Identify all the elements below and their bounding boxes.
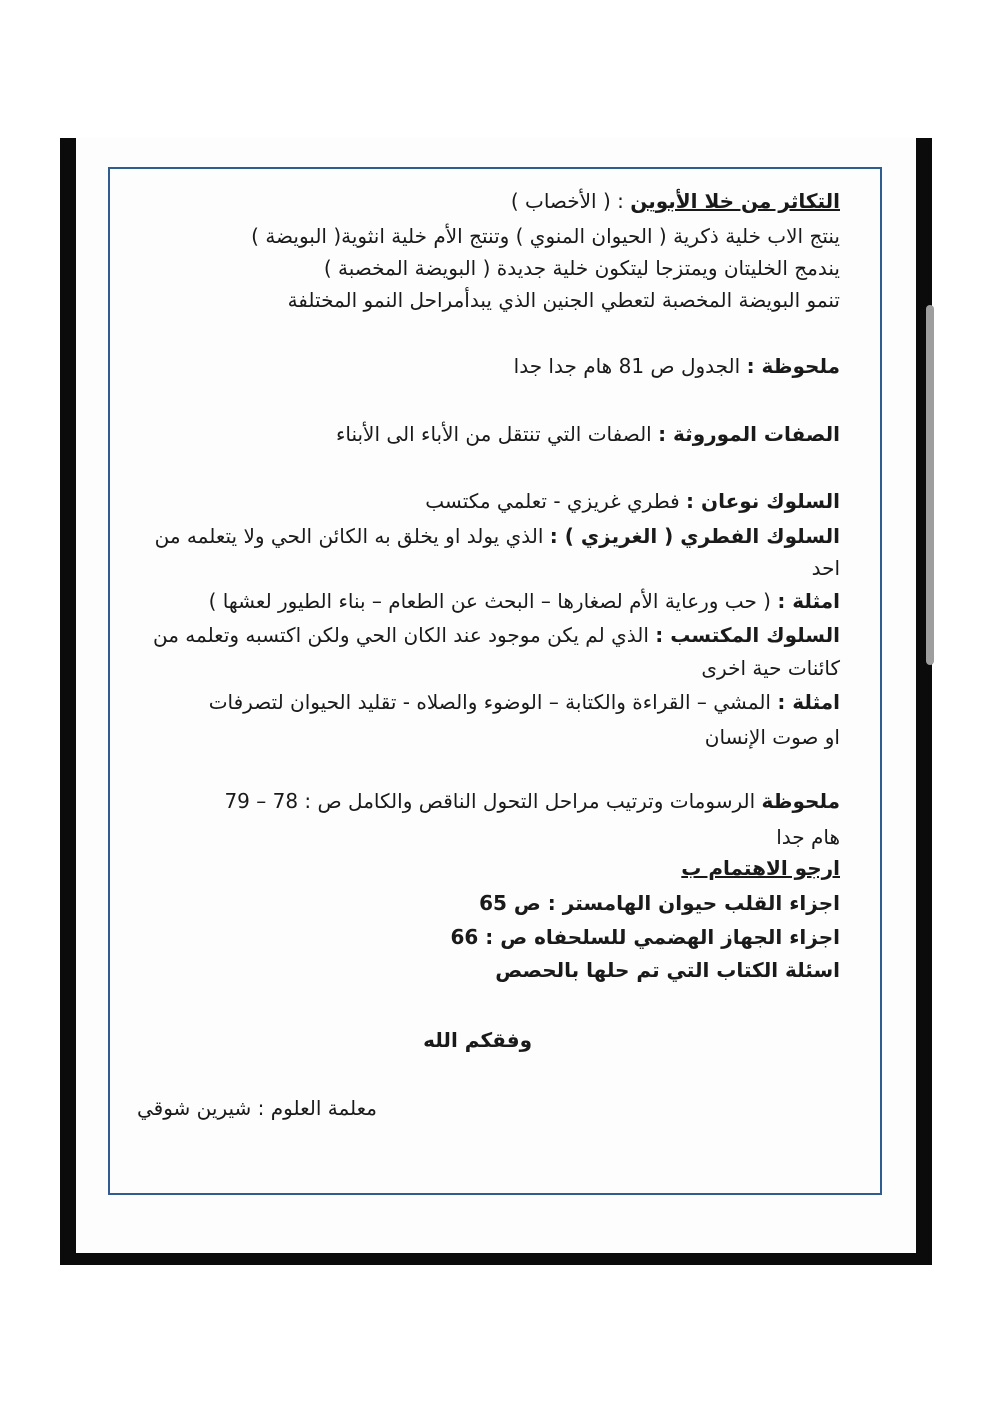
innate-behavior	[155, 521, 840, 551]
examples-1-label: امثلة :	[777, 589, 840, 613]
attention-item-3: اسئلة الكتاب التي تم حلها بالحصص	[495, 958, 840, 982]
examples-2-label: امثلة :	[777, 690, 840, 714]
note-1-text: الجدول ص 81 هام جدا جدا	[513, 354, 741, 378]
reproduction-title: التكاثر من خلا الأبوين	[630, 189, 840, 213]
acquired-behavior	[153, 620, 840, 650]
note-2-text: الرسومات وترتيب مراحل التحول الناقص والكامل ص : 78 – 79	[224, 789, 756, 813]
reproduction-line-1: ينتج الاب خلية ذكرية ( الحيوان المنوي ) وتنتج الأم خلية انثوية( البويضة )	[251, 224, 840, 248]
inherited-label: الصفات الموروثة :	[658, 422, 840, 446]
innate-label: السلوك الفطري ( الغريزي ) :	[549, 524, 840, 548]
reproduction-line-3: تنمو البويضة المخصبة لتعطي الجنين الذي يبدأمراحل النمو المختلفة	[287, 288, 840, 312]
examples-1-text: ( حب ورعاية الأم لصغارها – البحث عن الطعام – بناء الطيور لعشها )	[208, 589, 771, 613]
attention-item-2: اجزاء الجهاز الهضمي للسلحفاه ص : 66	[450, 925, 840, 949]
examples-2-text: المشي – القراءة والكتابة – الوضوء والصلاه - تقليد الحيوان لتصرفات	[208, 690, 771, 714]
acquired-continuation: كائنات حية اخرى	[701, 656, 840, 680]
attention-heading: ارجو الاهتمام ب	[681, 856, 840, 880]
acquired-label: السلوك المكتسب :	[655, 623, 840, 647]
inherited-traits	[336, 419, 840, 449]
reproduction-title-rest: : ( الأخصاب )	[510, 189, 624, 213]
reproduction-title-line	[511, 186, 840, 216]
innate-continuation: احد	[811, 556, 840, 580]
examples-2	[209, 687, 840, 717]
innate-text: الذي يولد او يخلق به الكائن الحي ولا يتعلمه من	[154, 524, 544, 548]
examples-2-continuation: او صوت الإنسان	[704, 725, 840, 749]
note-2-label: ملحوظة	[761, 789, 840, 813]
reproduction-line-2: يندمج الخليتان ويمتزجا ليتكون خلية جديدة ( البويضة المخصبة )	[323, 256, 840, 280]
behavior-types	[425, 486, 840, 516]
behavior-types-label: السلوك نوعان :	[686, 489, 840, 513]
note-1	[514, 351, 840, 381]
inherited-text: الصفات التي تنتقل من الأباء الى الأبناء	[335, 422, 652, 446]
behavior-types-text: فطري غريزي - تعلمي مكتسب	[425, 489, 680, 513]
closing-blessing: وفقكم الله	[423, 1028, 532, 1052]
note-1-label: ملحوظة :	[746, 354, 840, 378]
scrollbar-handle[interactable]	[926, 305, 934, 665]
examples-1	[209, 586, 840, 616]
attention-item-1: اجزاء القلب حيوان الهامستر : ص 65	[479, 891, 840, 915]
note-2-continuation: هام جدا	[776, 825, 840, 849]
acquired-text: الذي لم يكن موجود عند الكان الحي ولكن اكتسبه وتعلمه من	[152, 623, 649, 647]
teacher-signature: معلمة العلوم : شيرين شوقي	[136, 1096, 377, 1120]
note-2	[224, 786, 840, 816]
